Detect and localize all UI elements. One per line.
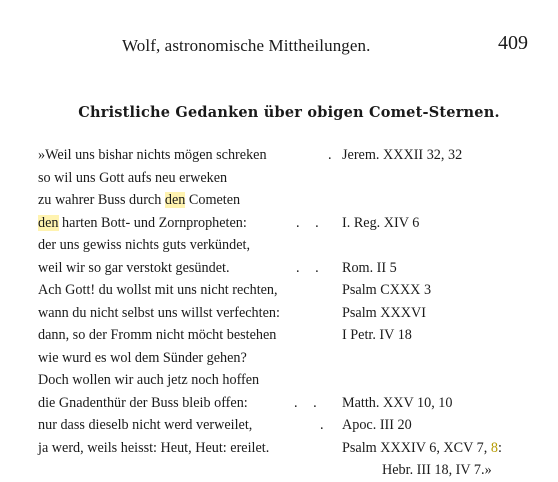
scripture-reference: Psalm CXXX 3 — [342, 282, 432, 298]
leader-dots: . . — [296, 259, 325, 276]
poem-line — [38, 189, 544, 212]
verse-text-part: Cometen — [185, 192, 241, 208]
scripture-reference: Matth. XXV 10, 10 — [342, 394, 453, 411]
leader-dots: . . — [294, 394, 323, 411]
verse-text: dann, so der Fromm nicht möcht bestehen — [38, 327, 277, 343]
verse-text — [38, 189, 240, 212]
scripture-reference: Rom. II 5 — [342, 259, 397, 276]
poem-line — [38, 167, 544, 190]
poem-line — [38, 347, 544, 370]
verse-text: ja werd, weils heisst: Heut, Heut: ereilet. — [38, 439, 270, 456]
poem-body — [38, 144, 544, 482]
poem-line — [38, 144, 544, 167]
scripture-reference — [342, 437, 502, 460]
highlighted-word: den — [164, 192, 186, 208]
verse-text: weil wir so gar verstokt gesündet. — [38, 259, 230, 276]
poem-line — [38, 414, 544, 437]
verse-text: nur dass dieselb nicht werd verweilet, — [38, 417, 253, 433]
verse-text: die Gnadenthür der Buss bleib offen: — [38, 394, 248, 411]
scripture-reference-part: Psalm XXXIV 6, XCV 7, — [342, 439, 491, 456]
verse-text — [38, 212, 247, 235]
verse-text-part: zu wahrer Buss durch — [38, 192, 165, 208]
page-number: 409 — [498, 32, 528, 54]
scripture-reference: Psalm XXXVI — [342, 304, 426, 321]
poem-line — [38, 234, 544, 257]
leader-dots: . — [320, 417, 330, 433]
leader-dots: . . — [296, 214, 325, 231]
verse-text: »Weil uns bishar nichts mögen schreken — [38, 147, 267, 163]
poem-line — [38, 324, 544, 347]
verse-text: Doch wollen wir auch jetz noch hoffen — [38, 372, 260, 388]
verse-text: wie wurd es wol dem Sünder gehen? — [38, 349, 247, 366]
verse-text: der uns gewiss nichts guts verkündet, — [38, 237, 250, 253]
poem-line — [38, 437, 544, 460]
scripture-reference: Apoc. III 20 — [342, 417, 412, 433]
poem-line — [38, 369, 544, 392]
poem-line — [38, 279, 544, 302]
scripture-reference-continuation: Hebr. III 18, IV 7.» — [382, 462, 492, 478]
verse-text: Ach Gott! du wollst mit uns nicht rechten, — [38, 282, 278, 298]
poem-line — [38, 459, 544, 482]
poem-line — [38, 302, 544, 325]
poem-line — [38, 212, 544, 235]
scripture-reference: I Petr. IV 18 — [342, 327, 412, 343]
poem-line — [38, 257, 544, 280]
scripture-reference: Jerem. XXXII 32, 32 — [342, 147, 463, 163]
section-title: Christliche Gedanken über obigen Comet-Sternen. — [78, 104, 500, 121]
scripture-reference: I. Reg. XIV 6 — [342, 214, 420, 231]
verse-text-part: harten Bott- und Zornpropheten: — [58, 214, 247, 231]
highlighted-number: 8 — [490, 439, 498, 456]
verse-text: so wil uns Gott aufs neu erweken — [38, 169, 228, 186]
running-head: Wolf, astronomische Mittheilungen. — [122, 36, 371, 55]
verse-text: wann du nicht selbst uns willst verfechten: — [38, 304, 280, 321]
highlighted-word: den — [38, 214, 59, 231]
scripture-reference-part: : — [497, 439, 502, 456]
leader-dots: . — [328, 147, 338, 163]
poem-line — [38, 392, 544, 415]
